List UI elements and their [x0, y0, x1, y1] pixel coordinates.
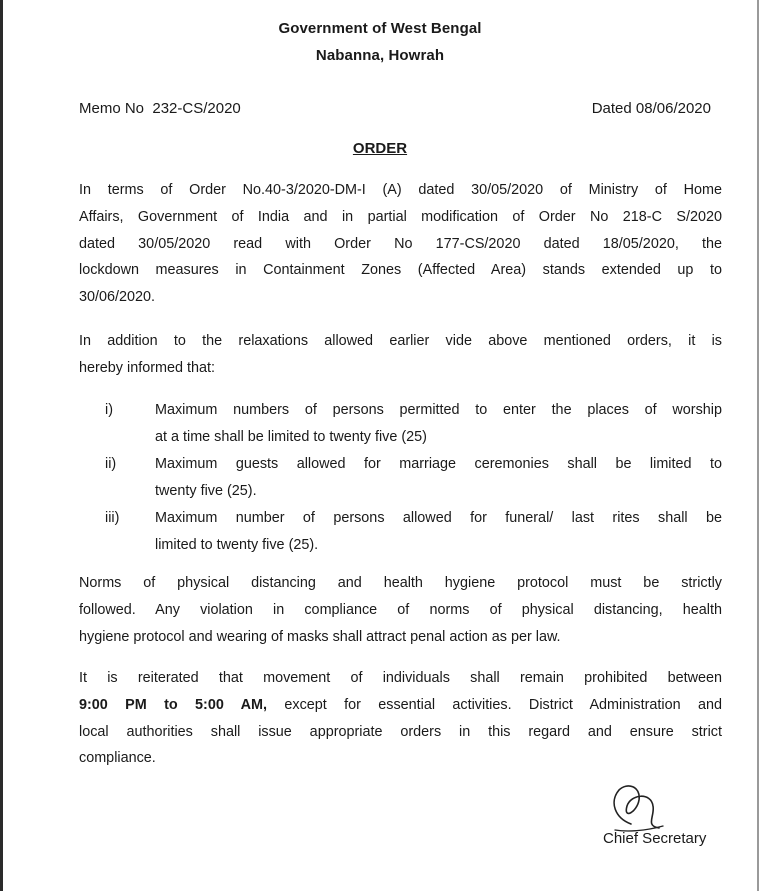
header-location: Nabanna, Howrah	[315, 47, 445, 64]
paragraph-line: compliance.	[79, 750, 156, 767]
paragraph-line: Norms of physical distancing and health hygiene protocol must be strictly	[79, 575, 722, 591]
list-number: iii)	[105, 510, 120, 526]
paragraph-line: In terms of Order No.40-3/2020-DM-I (A) dated 30/05/2020 of Ministry of Home	[79, 182, 722, 198]
memo-date: Dated 08/06/2020	[591, 100, 711, 117]
paragraph-line: followed. Any violation in compliance of norms of physical distancing, health	[79, 601, 722, 618]
list-number: i)	[105, 402, 113, 418]
signature-mark	[601, 776, 671, 836]
list-line: limited to twenty five (25).	[155, 536, 319, 553]
signatory-title: Chief Secretary	[603, 830, 707, 847]
paragraph-line: lockdown measures in Containment Zones (Affected Area) stands extended up to	[79, 262, 722, 279]
order-title: ORDER	[352, 140, 408, 157]
list-line: at a time shall be limited to twenty five (25)	[155, 428, 427, 445]
paragraph-line-with-time	[79, 692, 722, 719]
paragraph-2	[79, 328, 722, 382]
list-line: Maximum guests allowed for marriage ceremonies shall be limited to	[155, 456, 722, 472]
paragraph-line: It is reiterated that movement of individuals shall remain prohibited between	[79, 670, 722, 686]
list-line: Maximum number of persons allowed for funeral/ last rites shall be	[155, 510, 722, 526]
paragraph-line-rest: except for essential activities. District Administration and	[267, 696, 722, 713]
paragraph-1	[79, 177, 722, 311]
memo-number: Memo No 232-CS/2020	[79, 100, 241, 117]
paragraph-line: local authorities shall issue appropriate orders in this regard and ensure strict	[79, 723, 722, 740]
list-number: ii)	[105, 456, 117, 472]
list-line: twenty five (25).	[155, 482, 257, 499]
paragraph-line: Affairs, Government of India and in partial modification of Order No 218-C S/2020	[79, 208, 722, 225]
paragraph-4	[79, 665, 722, 772]
paragraph-line: hereby informed that:	[79, 359, 215, 376]
paragraph-line: dated 30/05/2020 read with Order No 177-CS/2020 dated 18/05/2020, the	[79, 235, 722, 252]
paragraph-3	[79, 570, 722, 650]
paragraph-line: 30/06/2020.	[79, 289, 156, 306]
header-government: Government of West Bengal	[278, 20, 482, 37]
paragraph-line: hygiene protocol and wearing of masks shall attract penal action as per law.	[79, 628, 561, 645]
list-line: Maximum numbers of persons permitted to enter the places of worship	[155, 402, 722, 418]
memo-row	[79, 100, 711, 117]
curfew-hours: 9:00 PM to 5:00 AM,	[79, 696, 268, 713]
paragraph-line: In addition to the relaxations allowed earlier vide above mentioned orders, it is	[79, 333, 722, 349]
